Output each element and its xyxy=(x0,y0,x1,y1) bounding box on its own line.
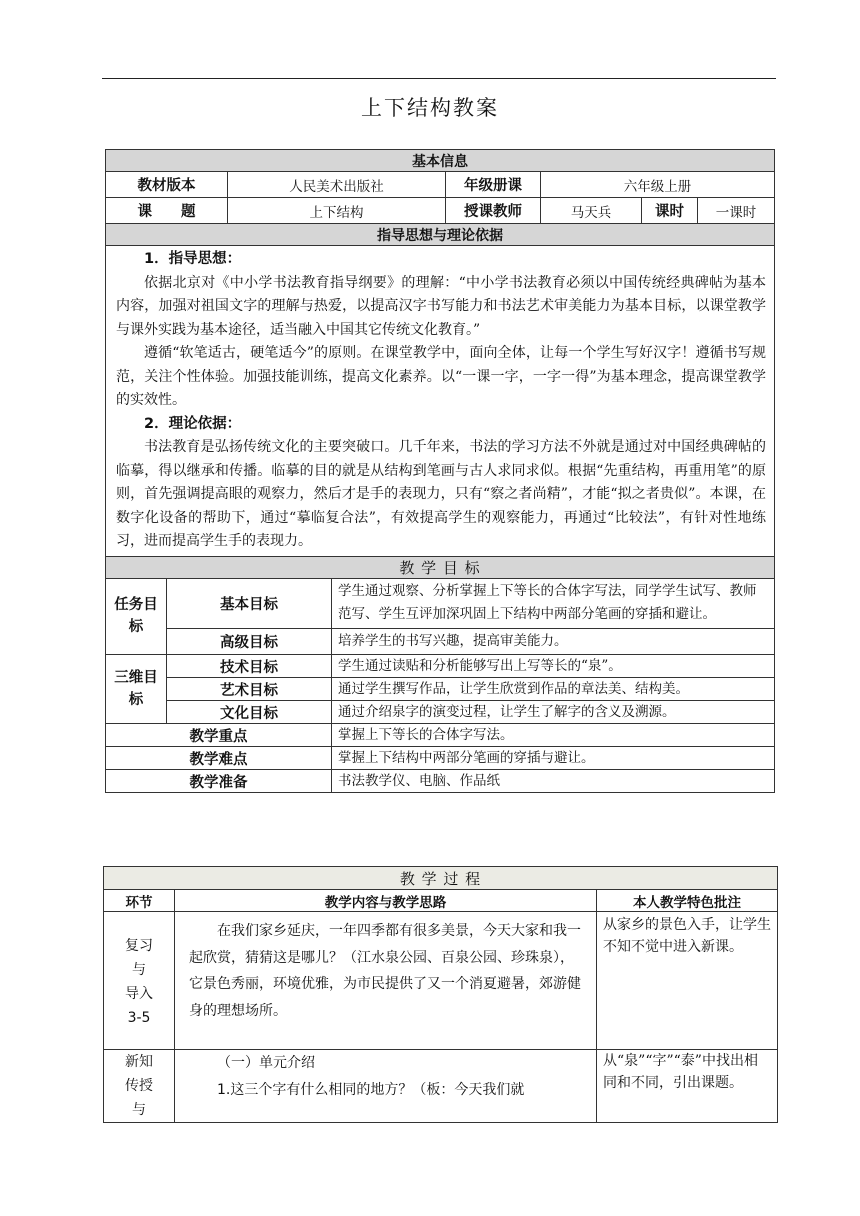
review-note-text: 从家乡的景色入手，让学生不知不觉中进入新课。 xyxy=(603,917,771,955)
task-goal-label: 任务目标 xyxy=(106,578,167,655)
preparation-label: 教学准备 xyxy=(106,770,332,793)
edition-label: 教材版本 xyxy=(106,172,228,198)
content-column-header: 教学内容与教学思路 xyxy=(175,890,597,912)
advanced-goal-text: 培养学生的书写兴趣，提高审美能力。 xyxy=(332,628,775,655)
key-point-text: 掌握上下等长的合体字写法。 xyxy=(332,724,775,747)
lesson-label: 课 题 xyxy=(106,198,228,224)
guide-heading-2: 2．理论依据： xyxy=(144,415,242,432)
review-stage-cell xyxy=(104,912,175,1050)
tech-goal-text: 学生通过读贴和分析能够写出上写等长的“泉”。 xyxy=(332,655,775,678)
review-content-cell xyxy=(175,912,597,1050)
stage-line: 3-5 xyxy=(127,1010,151,1026)
advanced-goal-label: 高级目标 xyxy=(167,628,332,655)
note-column-header: 本人教学特色批注 xyxy=(597,890,778,912)
guide-heading-1: 1．指导思想： xyxy=(144,251,242,267)
guide-paragraph-3: 书法教育是弘扬传统文化的主要突破口。几千年来，书法的学习方法不外就是通过对中国经典碑帖的临摹，得以继承和传播。临摹的目的就是从结构到笔画与古人求同求似。根据“先重结构，再重用笔”的原则，首先强调提高眼的观察力，然后才是手的表现力，只有“察之者尚精”，才能“拟之者贵似”。本课，在数字化设备的帮助下，通过“摹临复合法”，有效提高学生的观察能力，再通过“比较法”，有针对性地练习，进而提高学生手的表现力。 xyxy=(116,439,766,549)
guide-paragraph-2: 遵循“软笔适古，硬笔适今”的原则。在课堂教学中，面向全体，让每一个学生写好汉字！遵循书写规范，关注个性体验。加强技能训练，提高文化素养。以“一课一字，一字一得”为基本理念，提高课堂教学的实效性。 xyxy=(116,345,766,408)
preparation-text: 书法教学仪、电脑、作品纸 xyxy=(332,770,775,793)
grade-value: 六年级上册 xyxy=(541,172,775,198)
stage-column-header: 环节 xyxy=(104,890,175,912)
hours-value: 一课时 xyxy=(698,198,775,224)
stage-line: 新知 xyxy=(125,1054,153,1070)
edition-value: 人民美术出版社 xyxy=(228,172,446,198)
hours-label: 课时 xyxy=(642,198,698,224)
tech-goal-label: 技术目标 xyxy=(167,655,332,678)
new-knowledge-note-text: 从“泉”“字”“泰”中找出相同和不同，引出课题。 xyxy=(603,1053,758,1091)
grade-label: 年级册课 xyxy=(446,172,541,198)
culture-goal-text: 通过介绍泉字的演变过程，让学生了解字的含义及溯源。 xyxy=(332,701,775,724)
basic-info-header: 基本信息 xyxy=(106,150,775,172)
process-header: 教 学 过 程 xyxy=(104,867,778,890)
new-knowledge-content-cell xyxy=(175,1050,597,1123)
key-point-label: 教学重点 xyxy=(106,724,332,747)
unit-intro-line: （一）单元介绍 xyxy=(217,1055,315,1071)
stage-line: 与 xyxy=(132,962,146,978)
goals-header: 教 学 目 标 xyxy=(106,556,775,578)
page-title: 上下结构教案 xyxy=(361,96,499,120)
difficulty-label: 教学难点 xyxy=(106,747,332,770)
guide-header: 指导思想与理论依据 xyxy=(106,224,775,246)
stage-line: 传授 xyxy=(125,1078,153,1094)
review-note-cell xyxy=(597,912,778,1050)
guide-body xyxy=(106,246,775,557)
stage-line: 复习 xyxy=(125,938,153,954)
basic-goal-text: 学生通过观察、分析掌握上下等长的合体字写法，同学学生试写、教师范写、学生互评加深巩固上下结构中两部分笔画的穿插和避让。 xyxy=(332,578,775,628)
art-goal-text: 通过学生撰写作品，让学生欣赏到作品的章法美、结构美。 xyxy=(332,678,775,701)
guide-paragraph-1: 依据北京对《中小学书法教育指导纲要》的理解：“中小学书法教育必须以中国传统经典碑帖为基本内容，加强对祖国文字的理解与热爱，以提高汉字书写能力和书法艺术审美能力为基本目标，以课堂教学与课外实践为基本途径，适当融入中国其它传统文化教育。” xyxy=(116,274,766,338)
basic-goal-label: 基本目标 xyxy=(167,578,332,628)
stage-line: 导入 xyxy=(125,986,153,1002)
new-knowledge-stage-cell xyxy=(104,1050,175,1123)
art-goal-label: 艺术目标 xyxy=(167,678,332,701)
review-content-text: 在我们家乡延庆，一年四季都有很多美景，今天大家和我一起欣赏，猜猜这是哪儿？（江水泉公园、百泉公园、珍珠泉），它景色秀丽，环境优雅，为市民提供了又一个消夏避暑，郊游健身的理想场所。 xyxy=(189,923,581,1019)
three-dim-goal-label: 三维目标 xyxy=(106,655,167,724)
lesson-plan-table xyxy=(105,149,775,793)
stage-line: 与 xyxy=(132,1102,146,1118)
process-table xyxy=(103,866,778,1123)
question-line: 1.这三个字有什么相同的地方？（板：今天我们就 xyxy=(217,1081,525,1098)
culture-goal-label: 文化目标 xyxy=(167,701,332,724)
teacher-label: 授课教师 xyxy=(446,198,541,224)
new-knowledge-note-cell xyxy=(597,1050,778,1123)
teacher-value: 马天兵 xyxy=(541,198,642,224)
top-rule xyxy=(102,78,776,79)
lesson-value: 上下结构 xyxy=(228,198,446,224)
difficulty-text: 掌握上下结构中两部分笔画的穿插与避让。 xyxy=(332,747,775,770)
